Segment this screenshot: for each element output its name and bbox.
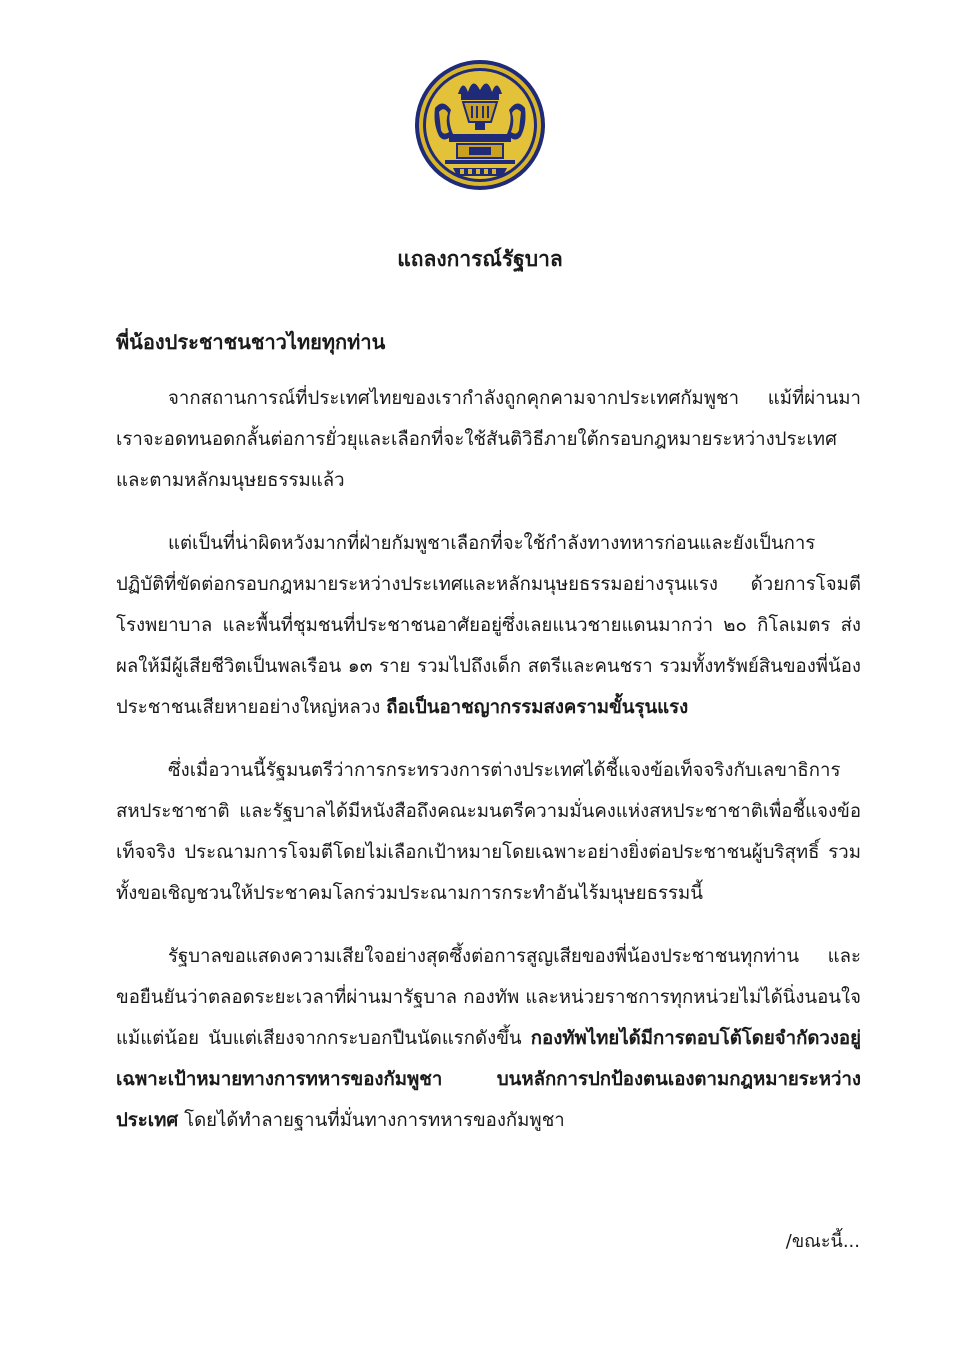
government-emblem-icon (413, 58, 547, 192)
continued-marker: /ขณะนี้... (785, 1231, 860, 1252)
emphasis-text: กองทัพไทยได้มีการตอบโต้โดยจำกัดวงอยู่เฉพาะเป้าหมายทางการทหารของกัมพูชา บนหลักการปกป้องตนเองตามกฎหมายระหว่างประเทศ (116, 1028, 861, 1131)
document-title: แถลงการณ์รัฐบาล (397, 247, 563, 271)
emphasis-text: ถือเป็นอาชญากรรมสงครามขั้นรุนแรง (386, 697, 689, 718)
paragraph-1 (116, 378, 861, 501)
statement-body (116, 378, 861, 1163)
paragraph-text: แต่เป็นที่น่าผิดหวังมากที่ฝ่ายกัมพูชาเลือกที่จะใช้กำลังทางทหารก่อนและยังเป็นการปฏิบัติที่ขัดต่อกรอบกฎหมายระหว่างประเทศและหลักมนุษยธรรมอย่างรุนแรง ด้วยการโจมตีโรงพยาบาล และพื้นที่ชุมชนที่ประชาชนอาศัยอยู่ซึ่งเลยแนวชายแดนมากว่า ๒๐ กิโลเมตร ส่งผลให้มีผู้เสียชีวิตเป็นพลเรือน ๑๓ ราย รวมไปถึงเด็ก สตรีและคนชรา รวมทั้งทรัพย์สินของพี่น้องประชาชนเสียหายอย่างใหญ่หลวง (116, 533, 861, 718)
paragraph-4 (116, 936, 861, 1141)
paragraph-text: รัฐบาลขอแสดงความเสียใจอย่างสุดซึ้งต่อการสูญเสียของพี่น้องประชาชนทุกท่าน และขอยืนยันว่าตลอดระยะเวลาที่ผ่านมารัฐบาล กองทัพ และหน่วยราชการทุกหน่วยไม่ได้นิ่งนอนใจแม้แต่น้อย นับแต่เสียงจากกระบอกปืนนัดแรกดังขึ้น (116, 946, 861, 1049)
salutation: พี่น้องประชาชนชาวไทยทุกท่าน (116, 330, 386, 354)
paragraph-text: โดยได้ทำลายฐานที่มั่นทางการทหารของกัมพูชา (178, 1110, 565, 1131)
paragraph-text: จากสถานการณ์ที่ประเทศไทยของเรากำลังถูกคุกคามจากประเทศกัมพูชา แม้ที่ผ่านมาเราจะอดทนอดกลั้นต่อการยั่วยุและเลือกที่จะใช้สันติวิธีภายใต้กรอบกฎหมายระหว่างประเทศและตามหลักมนุษยธรรมแล้ว (116, 388, 861, 491)
paragraph-2 (116, 523, 861, 728)
paragraph-text: ซึ่งเมื่อวานนี้รัฐมนตรีว่าการกระทรวงการต่างประเทศได้ชี้แจงข้อเท็จจริงกับเลขาธิการสหประชาชาติ และรัฐบาลได้มีหนังสือถึงคณะมนตรีความมั่นคงแห่งสหประชาชาติเพื่อชี้แจงข้อเท็จจริง ประณามการโจมตีโดยไม่เลือกเป้าหมายโดยเฉพาะอย่างยิ่งต่อประชาชนผู้บริสุทธิ์ รวมทั้งขอเชิญชวนให้ประชาคมโลกร่วมประณามการกระทำอันไร้มนุษยธรรมนี้ (116, 760, 861, 904)
paragraph-3 (116, 750, 861, 914)
